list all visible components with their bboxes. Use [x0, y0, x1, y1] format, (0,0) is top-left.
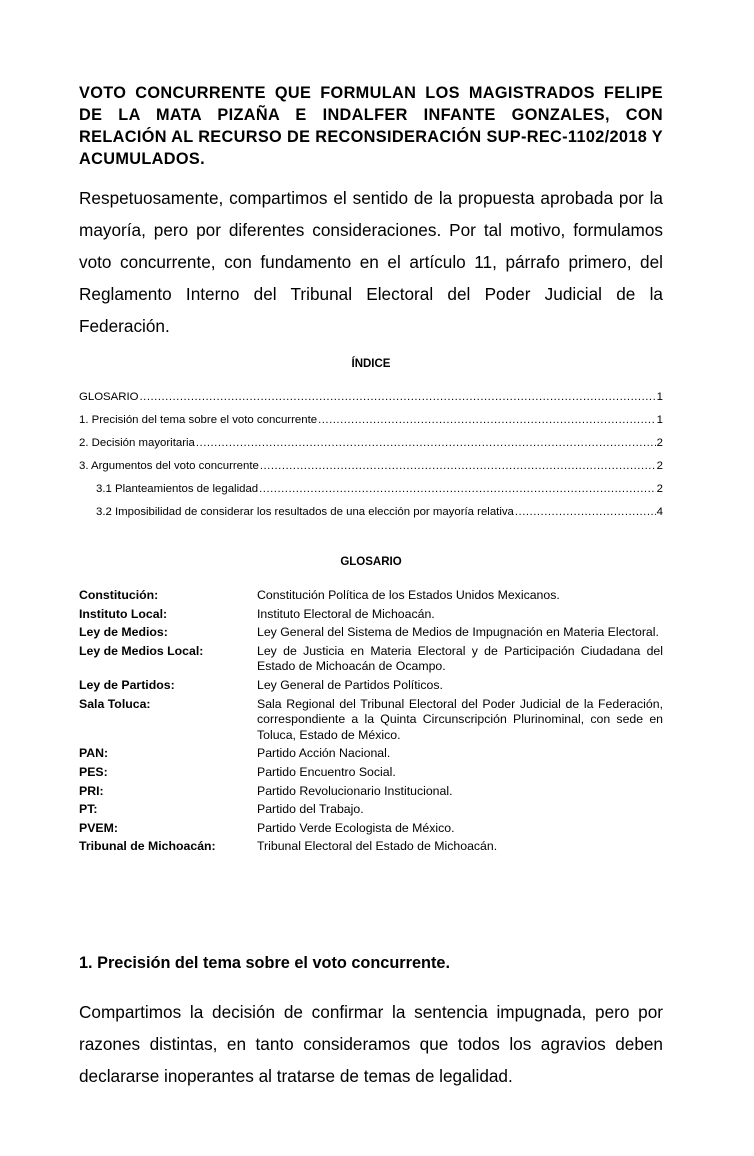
toc-entry-label: 3. Argumentos del voto concurrente	[79, 460, 259, 472]
glossary-entry	[79, 625, 663, 641]
glossary-term: PT:	[79, 802, 98, 817]
toc-entry-page: 2	[656, 437, 663, 449]
glossary-term: PAN:	[79, 746, 109, 761]
section-1-paragraph: Compartimos la decisión de confirmar la sentencia impugnada, pero por razones distintas, en tanto consideramos que todos los agravios deben declararse inoperantes al tratarse de temas de legalidad.	[79, 1002, 663, 1086]
glossary-entry	[79, 697, 663, 744]
toc-leader	[260, 455, 656, 478]
glossary-definition: Instituto Electoral de Michoacán.	[257, 606, 435, 621]
glossary-entry	[79, 588, 663, 604]
glossary-term: Constitución:	[79, 588, 159, 602]
glossary-term: PRI:	[79, 783, 104, 798]
glossary-term: Instituto Local:	[79, 606, 168, 621]
toc-entry[interactable]	[79, 432, 663, 455]
glossary-definition: Partido Acción Nacional.	[257, 746, 391, 761]
index-heading: ÍNDICE	[351, 358, 391, 370]
toc-subentry[interactable]	[79, 501, 663, 524]
glossary-term: Ley de Medios:	[79, 625, 168, 640]
glossary-definition: Partido Verde Ecologista de México.	[257, 820, 455, 835]
glossary-heading: GLOSARIO	[340, 556, 402, 568]
glossary-definition: Partido del Trabajo.	[257, 802, 364, 817]
glossary-entry	[79, 678, 663, 694]
glossary-entry	[79, 802, 663, 818]
toc-entry[interactable]	[79, 409, 663, 432]
glossary-term: Tribunal de Michoacán:	[79, 839, 216, 854]
toc-leader	[318, 409, 656, 432]
toc-entry-label: 1. Precisión del tema sobre el voto concurrente	[79, 414, 318, 426]
toc-entry-page: 2	[656, 460, 663, 472]
toc-entry[interactable]	[79, 455, 663, 478]
toc-entry-label: 3.1 Planteamientos de legalidad	[96, 483, 259, 495]
glossary-definition: Constitución Política de los Estados Unidos Mexicanos.	[257, 588, 560, 602]
glossary-definition: Tribunal Electoral del Estado de Michoacán.	[257, 839, 498, 854]
glossary-entry	[79, 765, 663, 781]
toc-leader	[259, 478, 656, 501]
section-1-heading: 1. Precisión del tema sobre el voto concurrente.	[79, 954, 450, 972]
toc-entry-page: 2	[656, 483, 663, 495]
glossary-entry	[79, 644, 663, 675]
glossary-term: PVEM:	[79, 820, 118, 835]
glossary-definition: Partido Encuentro Social.	[257, 764, 396, 779]
toc-entry-label: 3.2 Imposibilidad de considerar los resultados de una elección por mayoría relativa	[96, 506, 514, 518]
glossary-entry	[79, 784, 663, 800]
glossary-definition: Partido Revolucionario Institucional.	[257, 783, 453, 798]
table-of-contents	[79, 386, 663, 524]
glossary-term: Ley de Medios Local:	[79, 643, 204, 658]
toc-entry-label: 2. Decisión mayoritaria	[79, 437, 195, 449]
toc-leader	[196, 432, 656, 455]
glossary-definition: Ley General de Partidos Políticos.	[257, 677, 443, 692]
glossary-entry	[79, 746, 663, 762]
glossary-list	[79, 588, 663, 858]
toc-entry-page: 1	[656, 414, 663, 426]
toc-subentry[interactable]	[79, 478, 663, 501]
toc-entry-label: GLOSARIO	[79, 391, 139, 403]
glossary-term: PES:	[79, 764, 108, 779]
document-title: VOTO CONCURRENTE QUE FORMULAN LOS MAGISTRADOS FELIPE DE LA MATA PIZAÑA E INDALFER INFANTE GONZALES, CON RELACIÓN AL RECURSO DE RECONSIDERACIÓN SUP-REC-1102/2018 Y ACUMULADOS.	[79, 84, 663, 168]
toc-leader	[515, 501, 656, 524]
glossary-definition: Sala Regional del Tribunal Electoral del Poder Judicial de la Federación, correspondiente a la Quinta Circunscripción Plurinominal, con sede en Toluca, Estado de México.	[257, 696, 663, 742]
glossary-term: Sala Toluca:	[79, 696, 151, 711]
toc-entry-page: 1	[656, 391, 663, 403]
glossary-entry	[79, 821, 663, 837]
glossary-entry	[79, 607, 663, 623]
intro-paragraph: Respetuosamente, compartimos el sentido de la propuesta aprobada por la mayoría, pero por diferentes consideraciones. Por tal motivo, formulamos voto concurrente, con fundamento en el artículo 11, párrafo primero, del Reglamento Interno del Tribunal Electoral del Poder Judicial de la Federación.	[79, 188, 663, 336]
toc-leader	[140, 386, 656, 409]
glossary-definition: Ley General del Sistema de Medios de Impugnación en Materia Electoral.	[257, 625, 659, 640]
glossary-entry	[79, 839, 663, 855]
glossary-term: Ley de Partidos:	[79, 677, 175, 692]
toc-entry[interactable]	[79, 386, 663, 409]
glossary-definition: Ley de Justicia en Materia Electoral y de Participación Ciudadana del Estado de Michoacán de Ocampo.	[257, 643, 663, 674]
toc-entry-page: 4	[656, 506, 663, 518]
